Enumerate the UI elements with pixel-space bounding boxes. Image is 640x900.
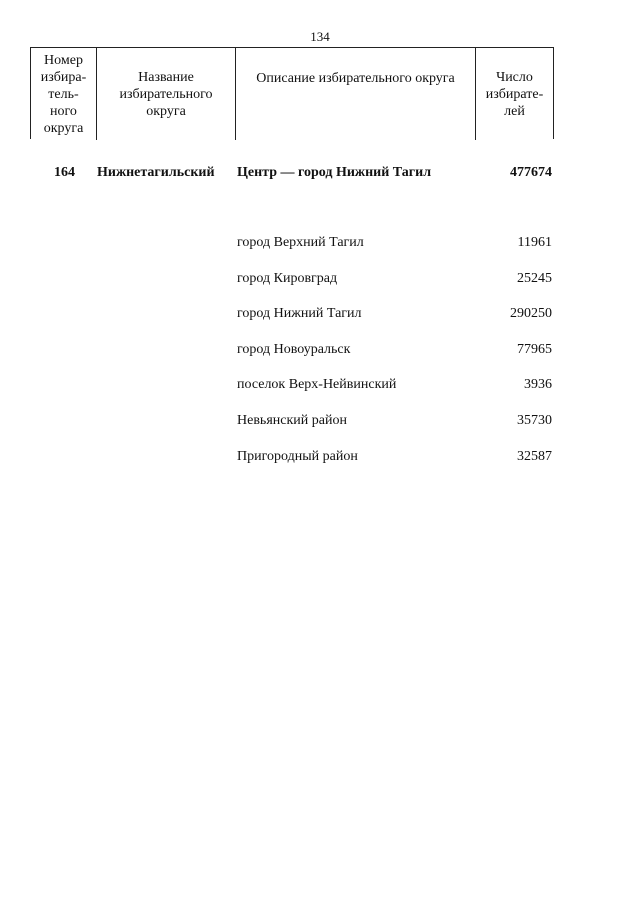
list-item [0,304,640,324]
item-name: город Кировград [237,271,338,286]
list-item [0,269,640,289]
list-item [0,375,640,395]
list-item [0,411,640,431]
list-item [0,447,640,467]
header-cell-number [31,48,97,140]
table-header [30,47,554,139]
item-name: город Новоуральск [237,342,351,357]
item-name: поселок Верх-Нейвинский [237,377,397,392]
item-count: 77965 [517,342,552,357]
item-name: город Нижний Тагил [237,306,362,321]
list-item [0,340,640,360]
item-name: Пригородный район [237,449,358,464]
header-cell-description [236,48,476,140]
item-count: 25245 [517,271,552,286]
item-name: город Верхний Тагил [237,235,364,250]
item-count: 35730 [517,413,552,428]
district-description: Центр — город Нижний Тагил [237,165,432,180]
page-number: 134 [310,29,330,44]
district-number: 164 [54,165,75,180]
item-count: 32587 [517,449,552,464]
district-row [0,163,640,183]
header-cell-name [97,48,236,140]
item-count: 11961 [517,235,552,250]
list-item [0,233,640,253]
header-description-label: Описание избирательного округа [256,71,455,86]
header-cell-count [476,48,553,140]
item-count: 3936 [524,377,552,392]
header-count-label: Число избирате- лей [485,69,544,119]
header-name-label: Название избирательного округа [119,69,213,119]
item-count: 290250 [510,306,552,321]
header-number-label: Номер избира- тель- ного округа [40,52,87,136]
district-name: Нижнетагильский [97,165,215,180]
district-count: 477674 [510,165,552,180]
item-name: Невьянский район [237,413,347,428]
